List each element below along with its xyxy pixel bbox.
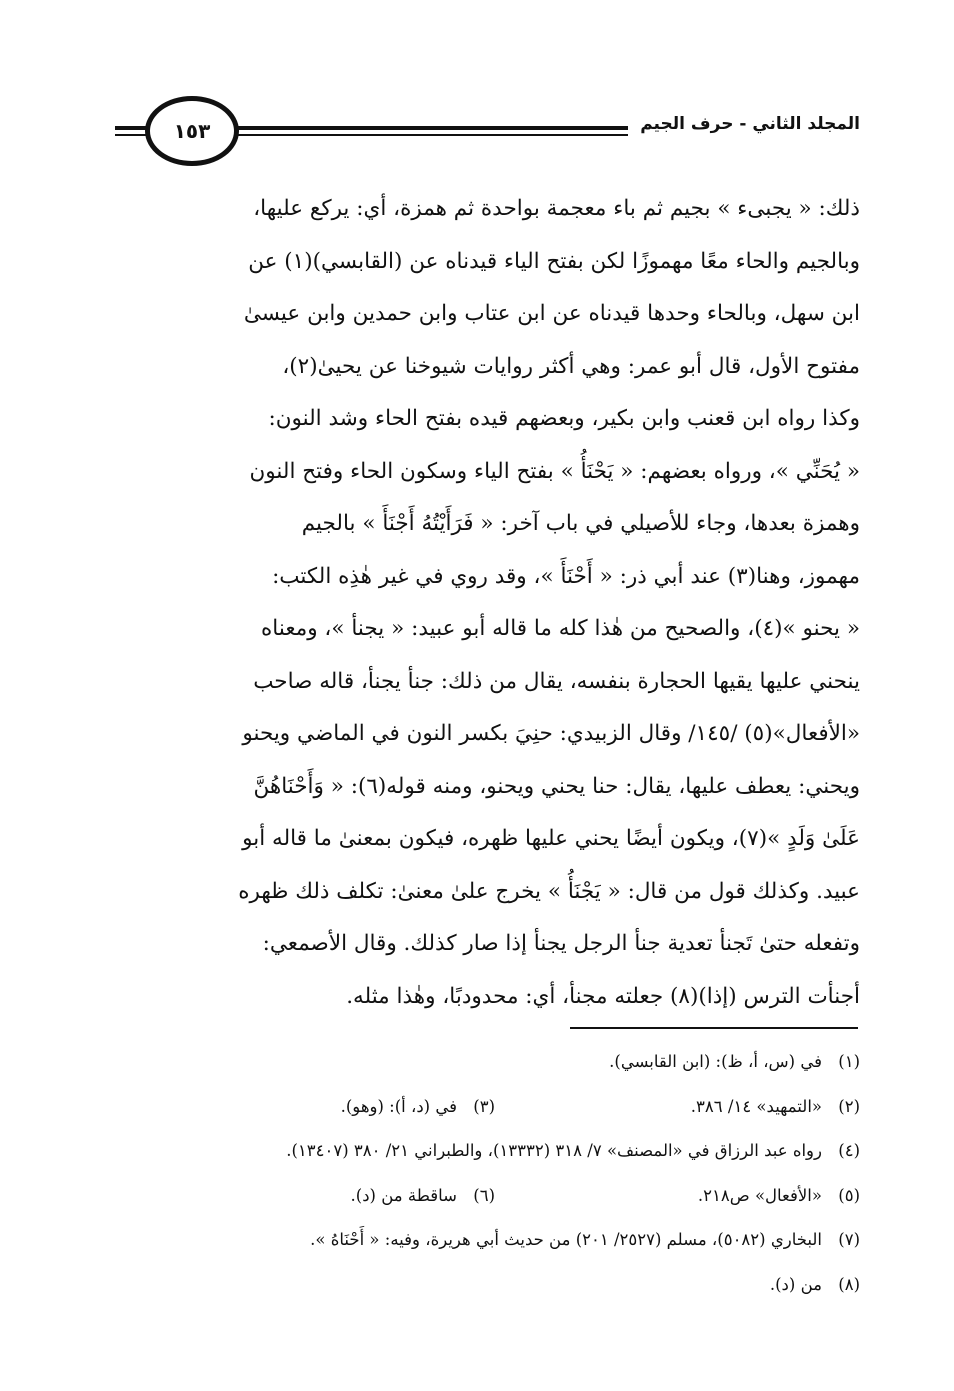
text-line: مفتوح الأول، قال أبو عمر: وهي أكثر روايات شيوخنا عن يحيىٰ(٢)، xyxy=(282,353,860,379)
page-number-badge: ١٥٣ xyxy=(145,96,239,166)
footnote-number: (٣) xyxy=(473,1096,495,1116)
footnotes xyxy=(115,1040,860,1307)
text-line: وهمزة بعدها، وجاء للأصيلي في باب آخر: « فَرَأَيْتُهُ أَجْنَأَ » بالجيم xyxy=(301,511,860,536)
text-line: أجنأت الترس (إذا)(٨) جعلته مجنأ، أي: محدودبًا، وهٰذا مثله. xyxy=(346,983,860,1009)
footnote-row xyxy=(115,1129,860,1174)
footnote xyxy=(351,1174,495,1219)
footnote-row xyxy=(115,1040,860,1085)
footnote xyxy=(620,1085,860,1130)
text-line: « يُحَنِّي »، ورواه بعضهم: « يَحْنَأُ » بفتح الياء وسكون الحاء وفتح النون xyxy=(249,458,860,484)
footnote xyxy=(770,1263,860,1308)
footnote xyxy=(620,1174,860,1219)
footnote-row xyxy=(115,1174,860,1219)
footnote-number: (٥) xyxy=(838,1185,860,1205)
text-line: « يحنو »(٤)، والصحيح من هٰذا كله ما قاله أبو عبيد: « يجنأ »، ومعناه xyxy=(261,616,860,641)
text-line: ابن سهل، وبالحاء وحدها قيدناه عن ابن عتاب وابن حمدين وابن عيسىٰ xyxy=(243,301,860,326)
text-line: ويحني: يعطف عليها، يقال: حنا يحني ويحنو، ومنه قوله(٦): « وَأَحْنَاهُنَّ xyxy=(253,773,860,799)
footnote-text: «الأفعال» ص٢١٨. xyxy=(697,1185,822,1205)
text-line: ينحني عليها يقيها الحجارة بنفسه، يقال من ذلك: جنأ يجنأ، قاله صاحب xyxy=(253,668,860,694)
footnote-separator xyxy=(570,1027,858,1029)
footnote-number: (٤) xyxy=(838,1141,860,1160)
footnote-number: (١) xyxy=(838,1052,860,1071)
text-line: عَلَىٰ وَلَدٍ »(٧)، ويكون أيضًا يحني عليها ظهره، فيكون بمعنىٰ ما قاله أبو xyxy=(242,826,860,851)
footnote-number: (٢) xyxy=(838,1096,860,1116)
footnote-text: البخاري (٥٠٨٢)، مسلم (٢٥٢٧/ ٢٠١) من حديث أبي هريرة، وفيه: « أَحْنَاهُ ». xyxy=(310,1230,822,1249)
footnote xyxy=(609,1040,860,1085)
footnote-row xyxy=(115,1085,860,1130)
footnote-text: في (د، أ): (وهو). xyxy=(340,1096,457,1116)
footnote-number: (٨) xyxy=(838,1274,860,1294)
text-line: عبيد. وكذلك قول من قال: « يَجْنَأُ » يخرج علىٰ معنىٰ: تكلف ذلك ظهره xyxy=(238,878,860,904)
running-title: المجلد الثاني - حرف الجيم xyxy=(628,112,860,136)
text-line: وبالجيم والحاء معًا مهموزًا لكن بفتح الياء قيدناه عن (القابسي)(١) عن xyxy=(248,248,860,274)
footnote-row xyxy=(115,1263,860,1308)
footnote-text: «التمهيد» ١٤/ ٣٨٦. xyxy=(690,1096,822,1116)
text-line: «الأفعال»(٥) /١٤٥/ وقال الزبيدي: حنِيَ بكسر النون في الماضي ويحنو xyxy=(242,721,860,746)
footnote-text: في (س، أ، ظ): (ابن القابسي). xyxy=(609,1052,822,1071)
footnote-text: من (د). xyxy=(769,1274,822,1294)
footnote-text: رواه عبد الرزاق في «المصنف» ٧/ ٣١٨ (١٣٣٣٢)، والطبراني ٢١/ ٣٨٠ (١٣٤٠٧). xyxy=(286,1141,822,1160)
footnote-row xyxy=(115,1218,860,1263)
text-line: ذلك: « يجبىء » بجيم ثم باء معجمة بواحدة ثم همزة، أي: يركع عليها، xyxy=(253,196,860,221)
footnote xyxy=(286,1129,860,1174)
text-line: مهموز، وهنا(٣) عند أبي ذر: « أَحْنَأَ »، وقد روي في غير هٰذِه الكتب: xyxy=(272,563,860,589)
footnote xyxy=(310,1218,860,1263)
page-header xyxy=(115,92,860,164)
footnote xyxy=(341,1085,495,1130)
text-line: وكذا رواه ابن قعنب وابن بكير، وبعضهم قيده بفتح الحاء وشد النون: xyxy=(268,406,860,431)
main-text xyxy=(115,183,860,1023)
text-line: وتفعله حتىٰ تَجنأ تعدية جنأ الرجل يجنأ إذا صار كذلك. وقال الأصمعي: xyxy=(262,931,860,956)
footnote-number: (٦) xyxy=(473,1185,495,1205)
footnote-number: (٧) xyxy=(838,1230,860,1249)
footnote-text: ساقطة من (د). xyxy=(350,1185,457,1205)
